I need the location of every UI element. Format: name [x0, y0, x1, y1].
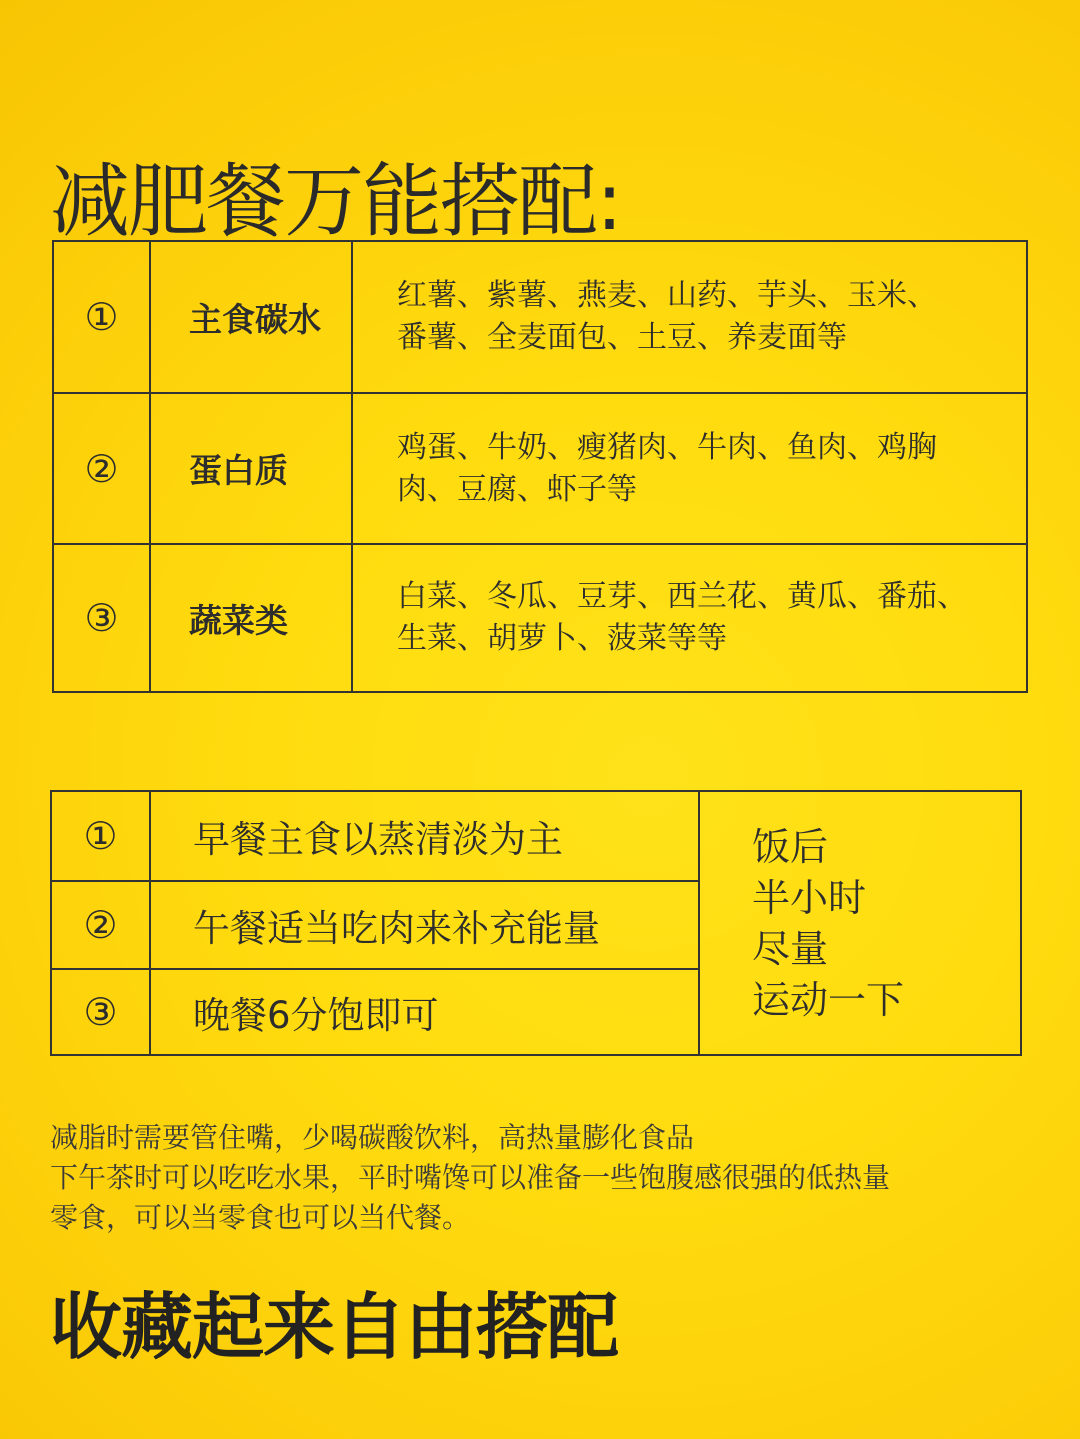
meal-plan-table	[50, 790, 1022, 1056]
row-number: ①	[84, 295, 119, 339]
meal-tip: 午餐适当吃肉来补充能量	[149, 882, 698, 968]
food-items-line: 生菜、胡萝卜、菠菜等等	[397, 621, 727, 656]
diet-note	[50, 1118, 890, 1238]
food-items-line: 番薯、全麦面包、土豆、养麦面等	[397, 320, 847, 355]
note-line: 减脂时需要管住嘴，少喝碳酸饮料，高热量膨化食品	[50, 1121, 695, 1154]
food-items-line: 肉、豆腐、虾子等	[397, 471, 637, 507]
table-row	[52, 792, 698, 880]
row-number: ②	[84, 446, 119, 491]
table-row	[54, 543, 1026, 691]
page-title: 减肥餐万能搭配:	[50, 154, 621, 248]
category-label: 蛋白质	[149, 394, 351, 543]
food-items	[351, 242, 1026, 392]
exercise-tip-line: 尽量	[752, 927, 829, 971]
food-items	[351, 545, 1026, 691]
table-row	[52, 880, 698, 968]
food-items-line: 红薯、紫薯、燕麦、山药、芋头、玉米、	[397, 278, 937, 313]
category-label: 蔬菜类	[149, 545, 351, 691]
exercise-tip	[698, 792, 1020, 1054]
exercise-tip-line: 运动一下	[752, 978, 905, 1022]
exercise-tip-line: 半小时	[752, 876, 867, 920]
table-row	[54, 392, 1026, 543]
row-number: ③	[84, 596, 119, 640]
food-category-table	[52, 240, 1028, 693]
table-row	[52, 968, 698, 1054]
meal-tip: 早餐主食以蒸清淡为主	[149, 792, 698, 880]
row-number: ②	[83, 903, 118, 947]
note-line: 下午茶时可以吃吃水果，平时嘴馋可以准备一些饱腹感很强的低热量	[50, 1161, 891, 1194]
row-number: ③	[83, 990, 118, 1034]
note-line: 零食，可以当零食也可以当代餐。	[50, 1201, 471, 1234]
exercise-tip-line: 饭后	[752, 825, 829, 869]
footer-title: 收藏起来自由搭配	[50, 1285, 619, 1369]
table-row	[54, 242, 1026, 392]
row-number: ①	[83, 814, 118, 858]
meal-tip: 晚餐6分饱即可	[149, 970, 698, 1054]
food-items	[351, 394, 1026, 543]
food-items-line: 白菜、冬瓜、豆芽、西兰花、黄瓜、番茄、	[397, 579, 967, 614]
food-items-line: 鸡蛋、牛奶、瘦猪肉、牛肉、鱼肉、鸡胸	[397, 429, 937, 465]
category-label: 主食碳水	[149, 242, 351, 392]
